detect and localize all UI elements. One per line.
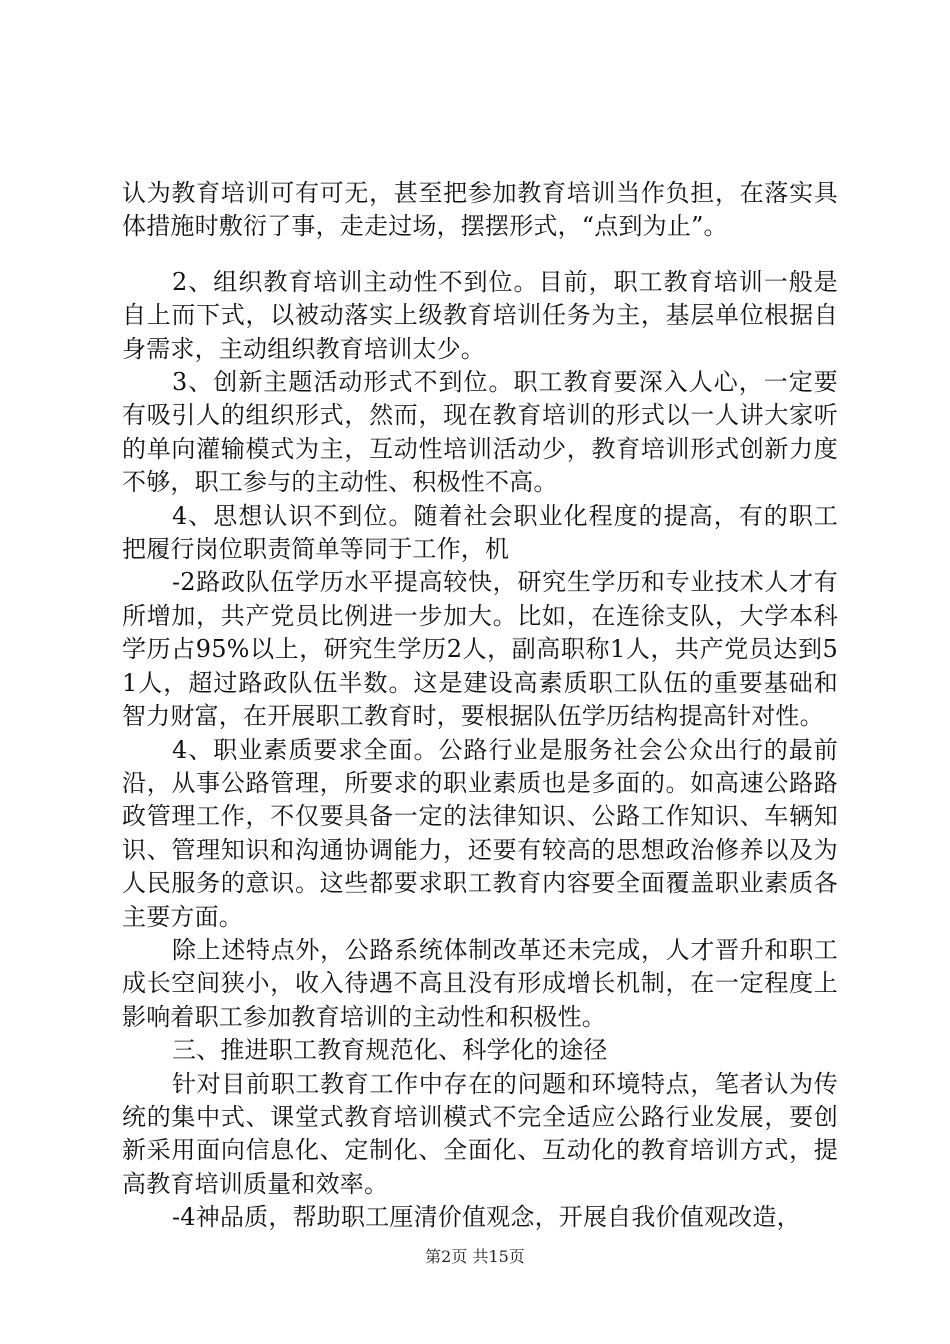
paragraph-education-level: -2路政队伍学历水平提高较快，研究生学历和专业技术人才有所增加，共产党员比例进一步加大。比如，在连徐支队，大学本科学历占95%以上，研究生学历2人，副高职称1人，共产党员达到51人，超过路政队伍半数。这是建设高素质职工队伍的重要基础和智力财富，在开展职工教育时，要根据队伍学历结构提高针对性。 (122, 568, 838, 731)
paragraph-item-4-quality: 4、职业素质要求全面。公路行业是服务社会公众出行的最前沿，从事公路管理，所要求的职业素质也是多面的。如高速公路路政管理工作，不仅要具备一定的法律知识、公路工作知识、车辆知识、管理知识和沟通协调能力，还要有较高的思想政治修养以及为人民服务的意识。这些都要求职工教育内容要全面覆盖职业素质各主要方面。 (122, 735, 838, 931)
paragraph-item-4-thinking: 4、思想认识不到位。随着社会职业化程度的提高，有的职工把履行岗位职责简单等同于工作，机 (122, 501, 838, 564)
document-body (122, 177, 838, 1235)
paragraph-item-3: 3、创新主题活动形式不到位。职工教育要深入人心，一定要有吸引人的组织形式，然而，现在教育培训的形式以一人讲大家听的单向灌输模式为主，互动性培训活动少，教育培训形式创新力度不够，职工参与的主动性、积极性不高。 (122, 368, 838, 497)
page-footer: 第2页 共15页 (425, 1247, 525, 1266)
paragraph-other-features: 除上述特点外，公路系统体制改革还未完成，人才晋升和职工成长空间狭小，收入待遇不高且没有形成增长机制，在一定程度上影响着职工参加教育培训的主动性和积极性。 (122, 935, 838, 1031)
paragraph-fragment-4: -4神品质，帮助职工厘清价值观念，开展自我价值观改造， (172, 1203, 801, 1232)
paragraph-continuation: 认为教育培训可有可无，甚至把参加教育培训当作负担，在落实具体措施时敷衍了事，走走过场，摆摆形式，“点到为止”。 (122, 179, 838, 241)
paragraph-item-2: 2、组织教育培训主动性不到位。目前，职工教育培训一般是自上而下式，以被动落实上级教育培训任务为主，基层单位根据自身需求，主动组织教育培训太少。 (122, 267, 838, 363)
paragraph-approach: 针对目前职工教育工作中存在的问题和环境特点，笔者认为传统的集中式、课堂式教育培训模式不完全适应公路行业发展，要创新采用面向信息化、定制化、全面化、互动化的教育培训方式，提高教育培训质量和效率。 (122, 1069, 838, 1198)
section-heading-3: 三、推进职工教育规范化、科学化的途径 (172, 1036, 608, 1065)
